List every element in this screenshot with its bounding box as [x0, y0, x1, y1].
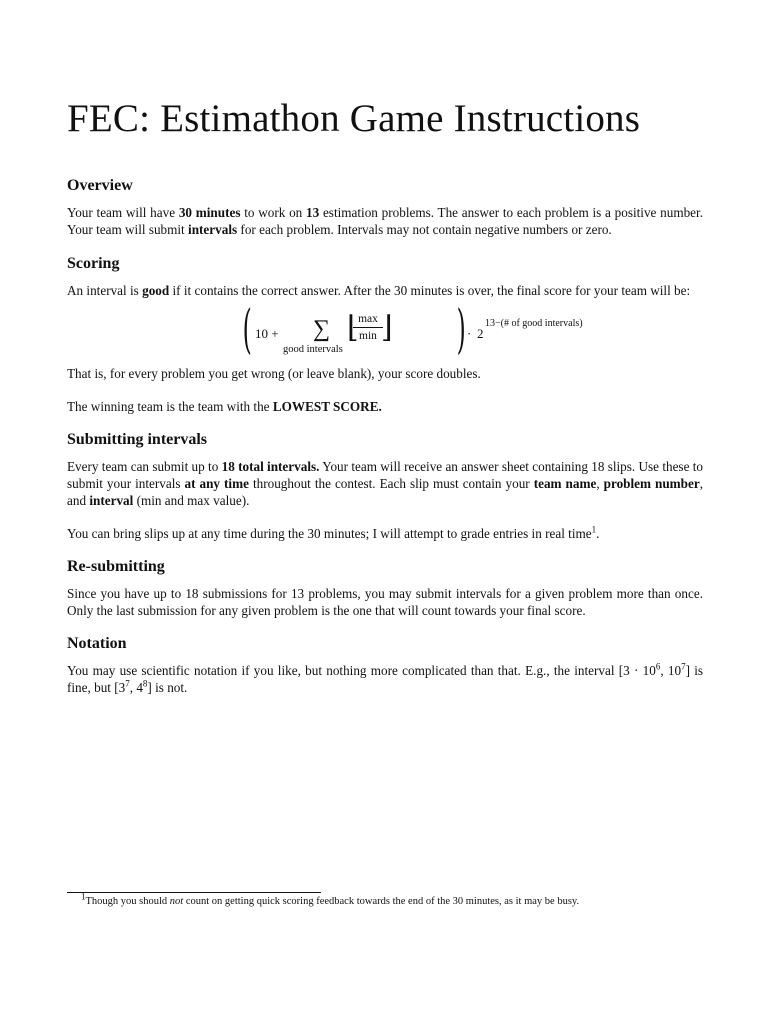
footnote-rule — [67, 892, 321, 893]
submitting-timing-text: You can bring slips up at any time during the 30 minutes; I will attempt to grade entries in real time$^1$. — [67, 524, 600, 541]
resubmitting-heading: Re-submitting — [67, 558, 165, 575]
overview-text: Your team will have 30 minutes to work on 13 estimation problems. The answer to each problem is a positive number. Your team will submit intervals for each problem. Intervals may not contain negative numbers or zero. — [67, 205, 703, 237]
formula-denominator: min — [359, 330, 377, 342]
overview-heading: Overview — [67, 177, 133, 194]
formula-sigma: ∑ — [313, 316, 331, 342]
formula-fraction — [353, 312, 383, 343]
resubmitting-section — [67, 557, 703, 619]
submitting-heading: Submitting intervals — [67, 431, 208, 448]
scoring-after — [67, 365, 703, 415]
notation-section — [67, 634, 703, 696]
formula-sum-subscript: good intervals — [283, 344, 343, 355]
formula-exponent: 13−(# of good intervals) — [485, 318, 583, 329]
formula-floor-right: ⌋ — [381, 311, 393, 344]
formula-paren-right: ) — [456, 300, 466, 360]
score-formula — [242, 300, 583, 362]
scoring-section — [67, 254, 703, 299]
scoring-text: An interval is good if it contains the correct answer. After the 30 minutes is over, the final score for your team will be: — [67, 283, 691, 298]
footnote-mark: 1 — [81, 891, 86, 902]
formula-numerator: max — [358, 313, 378, 325]
footnote: $^1$Though you should not count on getting quick scoring feedback towards the end of the 30 minutes, as it may be busy. — [81, 891, 580, 907]
scoring-heading: Scoring — [67, 255, 120, 272]
submitting-section — [67, 430, 703, 542]
notation-text: You may use scientific notation if you like, but nothing more complicated than that. E.g., the interval [$3 \cdot 10^6$, $10^7$] is fine, but [$3^7$, $4^8$] is not. — [67, 661, 703, 695]
formula-ten: 10 + — [255, 326, 279, 341]
winning-text: The winning team is the team with the LOWEST SCORE. — [67, 399, 382, 414]
formula-floor-left: ⌊ — [347, 311, 359, 344]
formula-dot: · — [467, 326, 472, 341]
submitting-text: Every team can submit up to 18 total intervals. Your team will receive an answer sheet containing 18 slips. Use these to submit your intervals at any time throughout the contest. Each slip must contain your team name, problem number, and interval (min and max value). — [67, 459, 704, 508]
overview-section — [67, 176, 703, 238]
resubmitting-text: Since you have up to 18 submissions for 13 problems, you may submit intervals for a given problem more than once. Only the last submission for any given problem is the one that will count towards your final score. — [67, 586, 703, 618]
page-title: FEC: Estimathon Game Instructions — [67, 97, 641, 140]
scoring-explanation: That is, for every problem you get wrong (or leave blank), your score doubles. — [67, 366, 481, 381]
footnote-ref: 1 — [591, 524, 597, 535]
notation-heading: Notation — [67, 635, 127, 652]
formula-paren-left: ( — [242, 300, 252, 360]
formula-base: 2 — [477, 326, 484, 341]
